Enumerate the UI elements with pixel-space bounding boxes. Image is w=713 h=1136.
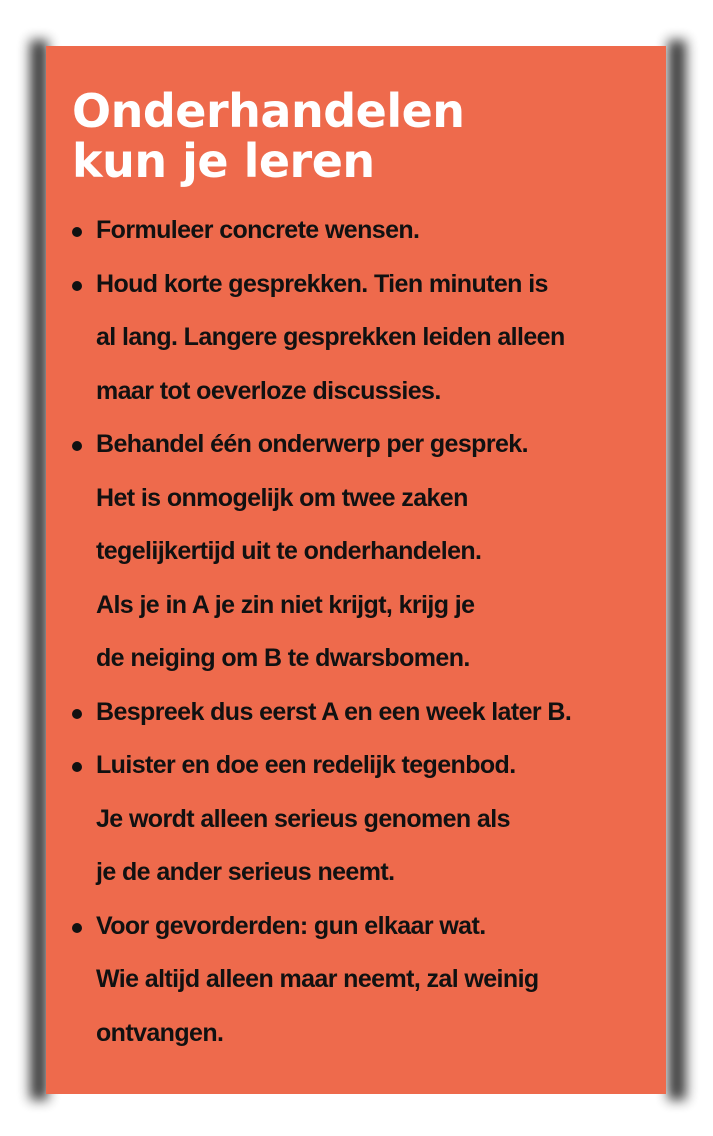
tip-line: je de ander serieus neemt.: [96, 858, 395, 886]
tip-line: Als je in A je zin niet krijgt, krijg je: [96, 590, 475, 619]
tips-list: [72, 204, 646, 1060]
tip-item-4: [72, 686, 646, 740]
bullet-dot-icon: [72, 441, 82, 451]
tip-line: Het is onmogelijk om twee zaken: [96, 483, 468, 512]
bullet-dot-icon: [72, 227, 82, 237]
tip-line: Formuleer concrete wensen.: [96, 216, 420, 244]
card-title: [72, 86, 646, 186]
bullet-dot-icon: [72, 709, 82, 719]
tip-item-5: [72, 739, 646, 900]
bullet-dot-icon: [72, 923, 82, 933]
card-title-line-1: Onderhandelen: [72, 84, 465, 138]
bullet-dot-icon: [72, 281, 82, 291]
tip-item-6: [72, 900, 646, 1061]
tip-item-1: [72, 204, 646, 258]
tip-line: ontvangen.: [96, 1018, 224, 1047]
tip-line: Wie altijd alleen maar neemt, zal weinig: [96, 965, 539, 993]
scan-shadow-right: [668, 40, 686, 1100]
tip-item-2: [72, 258, 646, 419]
tip-item-3: [72, 418, 646, 686]
info-card: [46, 46, 666, 1094]
tip-line: al lang. Langere gesprekken leiden alleen: [96, 323, 565, 351]
tip-line: Bespreek dus eerst A en een week later B.: [96, 697, 572, 726]
bullet-dot-icon: [72, 762, 82, 772]
tip-line: Luister en doe een redelijk tegenbod.: [96, 751, 516, 779]
tip-line: Behandel één onderwerp per gesprek.: [96, 430, 528, 458]
tip-line: Houd korte gesprekken. Tien minuten is: [96, 269, 548, 298]
tip-line: Je wordt alleen serieus genomen als: [96, 804, 510, 833]
tip-line: Voor gevorderden: gun elkaar wat.: [96, 911, 486, 940]
tip-line: maar tot oeverloze discussies.: [96, 376, 441, 405]
tip-line: de neiging om B te dwarsbomen.: [96, 644, 470, 672]
tip-line: tegelijkertijd uit te onderhandelen.: [96, 537, 482, 565]
card-title-line-2: kun je leren: [72, 134, 375, 188]
